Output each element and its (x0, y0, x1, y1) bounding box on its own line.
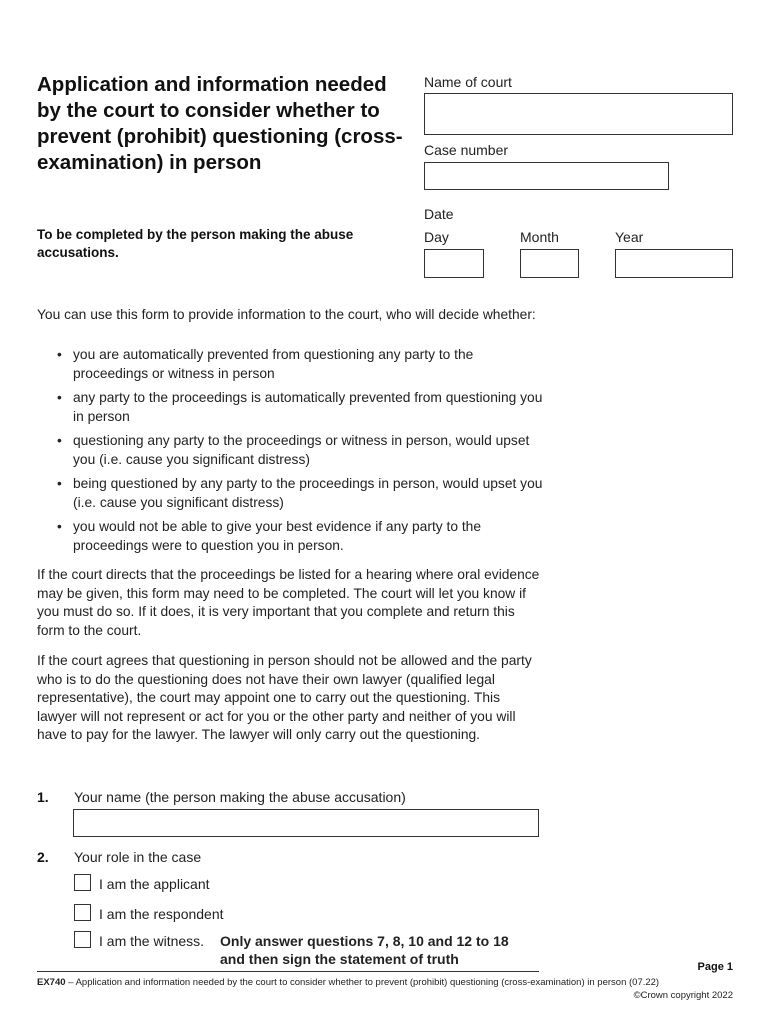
lawyer-paragraph: If the court agrees that questioning in person should not be allowed and the party who is to do the questioning does not have their own lawyer (qualified legal representative), the court may appoint one to carry out the questioning. This lawyer will not represent or act for you or the other party and neither of you will have to pay for the lawyer. The lawyer will only carry out the questioning. (37, 653, 532, 742)
page-number: Page 1 (697, 961, 733, 973)
applicant-label: I am the applicant (99, 876, 210, 892)
page-subtitle: To be completed by the person making the abuse accusations. (37, 227, 354, 260)
list-item (37, 389, 547, 426)
day-field[interactable] (424, 249, 484, 278)
case-number-field[interactable] (424, 162, 669, 190)
month-field[interactable] (520, 249, 579, 278)
form-code: EX740 (37, 977, 66, 988)
respondent-checkbox[interactable] (74, 904, 91, 921)
list-item (37, 432, 547, 469)
footer-title: – Application and information needed by the court to consider whether to prevent (prohibit) questioning (cross-examination) in person (07.22) (65, 977, 660, 988)
bullet-text: any party to the proceedings is automatically prevented from questioning you in person (73, 390, 543, 424)
bullet-text: you would not be able to give your best evidence if any party to the proceedings were to question you in person. (73, 519, 482, 553)
respondent-label: I am the respondent (99, 906, 224, 922)
page-title: Application and information needed by the court to consider whether to prevent (prohibit) questioning (cross-examination) in person (37, 73, 403, 174)
bullet-glyph: • (57, 390, 62, 405)
footer-description (37, 977, 733, 988)
bullet-text: questioning any party to the proceedings or witness in person, would upset you (i.e. cause you significant distress) (73, 433, 530, 467)
bullet-text: being questioned by any party to the proceedings in person, would upset you (i.e. cause you significant distress) (73, 476, 543, 510)
question-2-text: Your role in the case (74, 849, 202, 865)
hearing-paragraph: If the court directs that the proceedings be listed for a hearing where oral evidence may be given, this form may need to be completed. The court will let you know if you must do so. If it does, it is very important that you complete and return this form to the court. (37, 567, 540, 638)
list-item (37, 475, 547, 512)
year-field[interactable] (615, 249, 733, 278)
year-label: Year (615, 229, 644, 245)
name-of-court-field[interactable] (424, 93, 733, 135)
witness-note-line-1: Only answer questions 7, 8, 10 and 12 to 18 (220, 933, 509, 949)
bullet-glyph: • (57, 347, 62, 362)
question-1-number: 1. (37, 789, 49, 805)
bullet-glyph: • (57, 433, 62, 448)
applicant-checkbox[interactable] (74, 874, 91, 891)
intro-bullet-list (37, 346, 547, 561)
bullet-text: you are automatically prevented from questioning any party to the proceedings or witness in person (73, 347, 474, 381)
name-of-court-label: Name of court (424, 74, 512, 90)
intro-lead: You can use this form to provide information to the court, who will decide whether: (37, 307, 536, 322)
question-2-number: 2. (37, 849, 49, 865)
bullet-glyph: • (57, 519, 62, 534)
date-label: Date (424, 206, 454, 222)
witness-checkbox[interactable] (74, 931, 91, 948)
footer-divider (37, 971, 539, 972)
day-label: Day (424, 229, 449, 245)
your-name-field[interactable] (73, 809, 539, 837)
bullet-glyph: • (57, 476, 62, 491)
copyright: ©Crown copyright 2022 (633, 990, 733, 1001)
witness-note-line-2: and then sign the statement of truth (220, 951, 459, 967)
witness-label: I am the witness. (99, 933, 205, 949)
list-item (37, 518, 547, 555)
case-number-label: Case number (424, 142, 509, 158)
question-1-text: Your name (the person making the abuse accusation) (74, 789, 406, 805)
list-item (37, 346, 547, 383)
month-label: Month (520, 229, 559, 245)
